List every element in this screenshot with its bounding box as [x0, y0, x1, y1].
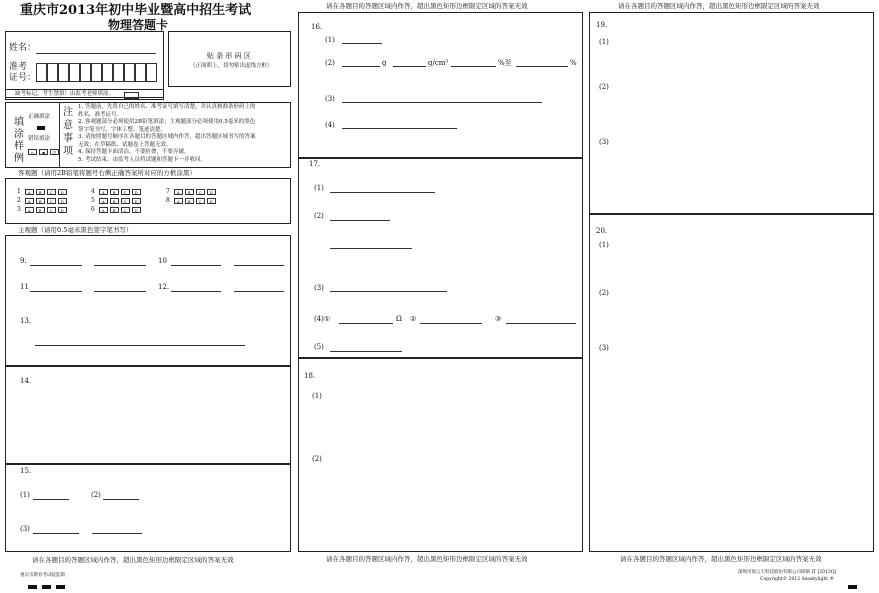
q10-number: 10	[158, 257, 167, 265]
card-subtitle: 物理答题卡	[108, 18, 169, 32]
footer-left-text: 重庆市教育考试院监制	[20, 573, 65, 578]
q19-part2: (2)	[599, 83, 609, 91]
footer-timing-mark	[848, 585, 857, 589]
notice-item: 无效；在草稿纸、试题卷上答题无效。	[78, 141, 172, 148]
name-field[interactable]	[36, 53, 156, 54]
q15-part2: (2)	[91, 491, 101, 499]
q-number: 4	[91, 188, 95, 195]
q16-part2-blank-mass[interactable]	[342, 66, 380, 67]
q18-part2: (2)	[312, 455, 322, 463]
q16-part2-blank-density[interactable]	[393, 66, 426, 67]
q17-part3: (3)	[314, 284, 324, 292]
fill-label-4: 例	[14, 153, 24, 164]
notice-item: 4. 保持答题卡面清洁，不要折叠，不要弄破。	[78, 149, 190, 155]
q12-number: 12.	[158, 283, 170, 291]
q16-pct-to: %至	[498, 59, 512, 67]
q15-part3-blank-2[interactable]	[92, 533, 142, 534]
q16-part4-blank[interactable]	[342, 128, 457, 129]
q16-part1: (1)	[325, 36, 335, 44]
q9-number: 9.	[20, 257, 27, 265]
q17-circle-2: ②	[410, 315, 417, 323]
q15-part2-blank[interactable]	[103, 499, 139, 500]
warning-bottom-middle: 请在各题目的答题区域内作答，超出黑色矩形边框限定区域的答案无效	[326, 555, 528, 563]
fill-label-1: 填	[14, 117, 24, 128]
q9-blank-2[interactable]	[94, 265, 146, 266]
q15-number: 15.	[20, 467, 32, 475]
barcode-note: （正面朝上，切勿贴出虚线方框）	[190, 63, 273, 69]
q16-part2-blank-pct2[interactable]	[516, 66, 568, 67]
q17-unit-ohm: Ω	[396, 315, 402, 323]
notice-item: 2. 客观题部分必须使用2B铅笔填涂；主观题部分必须使用0.5毫米的黑色	[78, 119, 256, 125]
q-number: 3	[17, 206, 21, 213]
barcode-title: 贴 条 形 码 区	[207, 52, 251, 60]
warning-bottom-right: 请在各题目的答题区域内作答，超出黑色矩形边框限定区域的答案无效	[620, 555, 822, 563]
q16-part1-blank[interactable]	[342, 43, 382, 44]
q20-part2: (2)	[599, 289, 609, 297]
q16-number: 16.	[311, 23, 323, 31]
q15-part1-blank[interactable]	[33, 499, 69, 500]
q15-part3: (3)	[20, 525, 30, 533]
fill-label-2: 涂	[14, 129, 24, 140]
q17-part3-blank[interactable]	[330, 291, 447, 292]
q17-part4: (4)①	[314, 315, 331, 323]
wrong-fill-label: 错误填涂	[28, 136, 51, 142]
fill-example-divider	[59, 102, 60, 168]
q15-answer-box	[5, 464, 291, 552]
footer-timing-mark	[28, 585, 37, 589]
q17-part2: (2)	[314, 212, 324, 220]
footer-timing-mark	[42, 585, 51, 589]
q16-part3: (3)	[325, 95, 335, 103]
fill-label-3: 样	[14, 141, 24, 152]
q17-part2-blank-2[interactable]	[330, 248, 412, 249]
q10-blank-2[interactable]	[234, 265, 284, 266]
footer-right-text-2: Copyright© 2012 Seaskylight ®	[760, 577, 834, 582]
q20-number: 20.	[596, 227, 608, 235]
warning-top-right: 请在各题目的答题区域内作答，超出黑色矩形边框限定区域的答案无效	[618, 2, 820, 10]
q9-blank[interactable]	[30, 265, 82, 266]
notice-label-2: 意	[63, 120, 73, 131]
subjective-title: 主观题（请用0.5毫米黑色签字笔书写）	[18, 226, 133, 234]
q17-number: 17.	[309, 160, 321, 168]
notice-label-1: 注	[63, 107, 73, 118]
q16-part2: (2)	[325, 59, 335, 67]
q20-answer-box	[589, 214, 874, 552]
q15-part3-blank[interactable]	[33, 533, 79, 534]
q17-part1-blank[interactable]	[330, 192, 435, 193]
q20-part1: (1)	[599, 241, 609, 249]
q17-part4-blank-2[interactable]	[420, 323, 482, 324]
warning-top-middle: 请在各题目的答题区域内作答，超出黑色矩形边框限定区域的答案无效	[326, 2, 528, 10]
q-number: 5	[91, 197, 95, 204]
q17-part4-blank-3[interactable]	[506, 323, 576, 324]
notice-item: 3. 请按照题号顺序在各题目的答题区域内作答，超出答题区域书写的答案	[78, 134, 256, 140]
warning-bottom-left: 请在各题目的答题区域内作答，超出黑色矩形边框限定区域的答案无效	[32, 556, 234, 564]
q20-part3: (3)	[599, 344, 609, 352]
absent-checkbox[interactable]	[124, 92, 139, 99]
q13-blank[interactable]	[35, 345, 245, 346]
q13-number: 13.	[20, 317, 32, 325]
q17-part5-blank[interactable]	[330, 351, 402, 352]
notice-label-3: 事	[63, 133, 73, 144]
q-number: 2	[17, 197, 21, 204]
objective-title: 客观题（请用2B铅笔将题号右侧正确答案所对应的方框涂黑）	[18, 169, 196, 177]
q16-unit-g: g	[382, 59, 387, 67]
q19-number: 19.	[596, 21, 608, 29]
notice-item: 1. 答题前，先将自己的姓名、准考证号填写清楚，并认真核准条形码上的	[78, 104, 256, 110]
q16-answer-box	[298, 12, 583, 158]
q14-answer-box	[5, 366, 291, 464]
q18-number: 18.	[304, 372, 316, 380]
q18-part1: (1)	[312, 392, 322, 400]
footer-right-text-1: 深圳市海云天科技股份有限公司研制 IT [2013Q]	[738, 570, 837, 575]
q18-answer-box	[298, 358, 583, 552]
q14-number: 14.	[20, 377, 32, 385]
absent-note: 缺考标记，考生禁填！由监考老师填涂。	[15, 91, 115, 97]
wrong-fill-marks: ▫ ▪ ◫	[28, 148, 61, 155]
q16-part3-blank[interactable]	[342, 102, 542, 103]
q-number: 1	[17, 188, 21, 195]
q16-part4: (4)	[325, 121, 335, 129]
q12-blank[interactable]	[171, 291, 221, 292]
correct-fill-label: 正确填涂	[28, 114, 51, 120]
id-label-1: 准考	[9, 62, 28, 72]
q17-part1: (1)	[314, 184, 324, 192]
q17-circle-3: ③	[495, 315, 502, 323]
q11-blank[interactable]	[30, 291, 82, 292]
name-label: 姓名：	[9, 43, 37, 53]
q12-blank-2[interactable]	[234, 291, 284, 292]
q11-blank-2[interactable]	[94, 291, 146, 292]
q9-13-answer-box	[5, 235, 291, 366]
q-number: 6	[91, 206, 95, 213]
notice-item: 5. 考试结束，由监考人员将试题和答题卡一并收回。	[78, 156, 206, 163]
footer-timing-mark	[56, 585, 65, 589]
q10-blank[interactable]	[171, 265, 221, 266]
q19-part3: (3)	[599, 138, 609, 146]
q16-unit-density: g/cm³	[428, 59, 449, 67]
q17-answer-box	[298, 158, 583, 358]
q11-number: 11	[20, 283, 29, 291]
notice-item: 签字笔书写，字体工整、笔迹清楚。	[78, 126, 167, 133]
q19-part1: (1)	[599, 38, 609, 46]
q16-part2-blank-pct1[interactable]	[451, 66, 496, 67]
notice-label-4: 项	[63, 146, 73, 157]
notice-item: 姓名、准考证号。	[78, 111, 123, 118]
notice-list	[78, 104, 256, 164]
q16-pct: %	[570, 59, 577, 67]
q17-part5: (5)	[314, 343, 324, 351]
q17-part4-blank-1[interactable]	[339, 323, 393, 324]
q-number: 8	[166, 197, 170, 204]
id-label-2: 证号：	[9, 73, 37, 83]
q19-answer-box	[589, 12, 874, 214]
correct-fill-mark	[37, 126, 45, 130]
exam-title: 重庆市2013年初中毕业暨高中招生考试	[20, 3, 252, 18]
q15-part1: (1)	[20, 491, 30, 499]
q17-part2-blank[interactable]	[330, 220, 390, 221]
q-number: 7	[166, 188, 170, 195]
